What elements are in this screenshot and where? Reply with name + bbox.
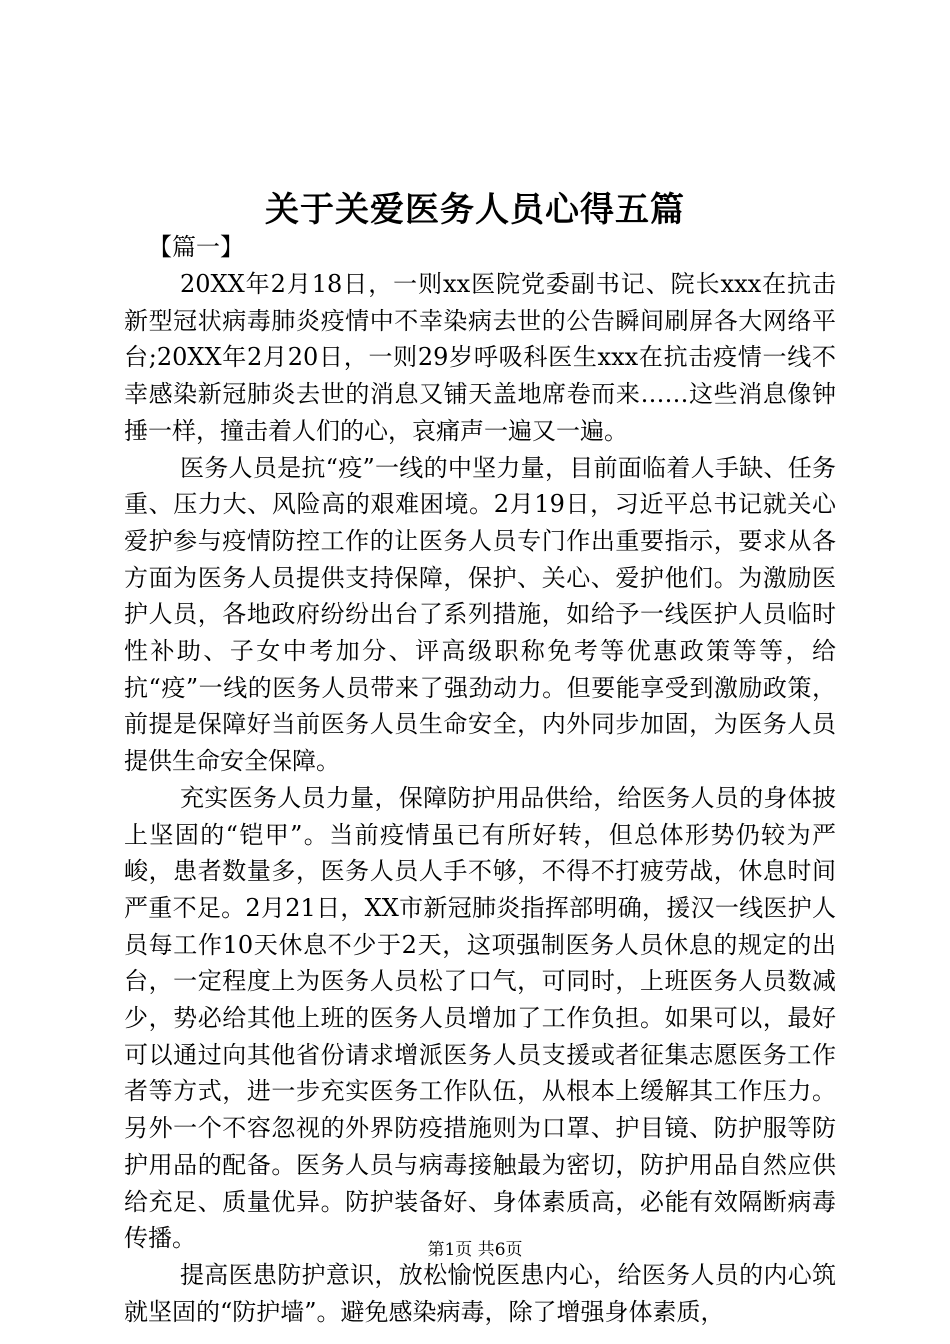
paragraph-1: 20XX年2月18日，一则xx医院党委副书记、院长xxx在抗击新型冠状病毒肺炎疫情中不幸染病去世的公告瞬间刷屏各大网络平台;20XX年2月20日，一则29岁呼吸科医生xxx在抗击疫情一线不幸感染新冠肺炎去世的消息又铺天盖地席卷而来……这些消息像钟捶一样，撞击着人们的心，哀痛声一遍又一遍。 — [124, 270, 836, 445]
document-title: 关于关爱医务人员心得五篇 — [265, 190, 685, 230]
paragraph-3: 充实医务人员力量，保障防护用品供给，给医务人员的身体披上坚固的“铠甲”。当前疫情虽已有所好转，但总体形势仍较为严峻，患者数量多，医务人员人手不够，不得不打疲劳战，休息时间严重不足。2月21日，XX市新冠肺炎指挥部明确，援汉一线医护人员每工作10天休息不少于2天，这项强制医务人员休息的规定的出台，一定程度上为医务人员松了口气，可同时，上班医务人员数减少，势必给其他上班的医务人员增加了工作负担。如果可以，最好可以通过向其他省份请求增派医务人员支援或者征集志愿医务工作者等方式，进一步充实医务工作队伍，从根本上缓解其工作压力。另外一个不容忽视的外界防疫措施则为口罩、护目镜、防护服等防护用品的配备。医务人员与病毒接触最为密切，防护用品自然应供给充足、质量优异。防护装备好、身体素质高，必能有效隔断病毒传播。 — [124, 783, 836, 1253]
section-heading: 【篇一】 — [148, 233, 244, 261]
page-footer: 第1页 共6页 — [427, 1240, 523, 1260]
document-body — [124, 228, 836, 1330]
paragraph-2: 医务人员是抗“疫”一线的中坚力量，目前面临着人手缺、任务重、压力大、风险高的艰难困境。2月19日，习近平总书记就关心爱护参与疫情防控工作的让医务人员专门作出重要指示，要求从各方面为医务人员提供支持保障，保护、关心、爱护他们。为激励医护人员，各地政府纷纷出台了系列措施，如给予一线医护人员临时性补助、子女中考加分、评高级职称免考等优惠政策等等，给抗“疫”一线的医务人员带来了强劲动力。但要能享受到激励政策，前提是保障好当前医务人员生命安全，内外同步加固，为医务人员提供生命安全保障。 — [124, 453, 836, 776]
paragraph-4: 提高医患防护意识，放松愉悦医患内心，给医务人员的内心筑就坚固的“防护墙”。避免感染病毒，除了增强身体素质， — [124, 1260, 836, 1326]
